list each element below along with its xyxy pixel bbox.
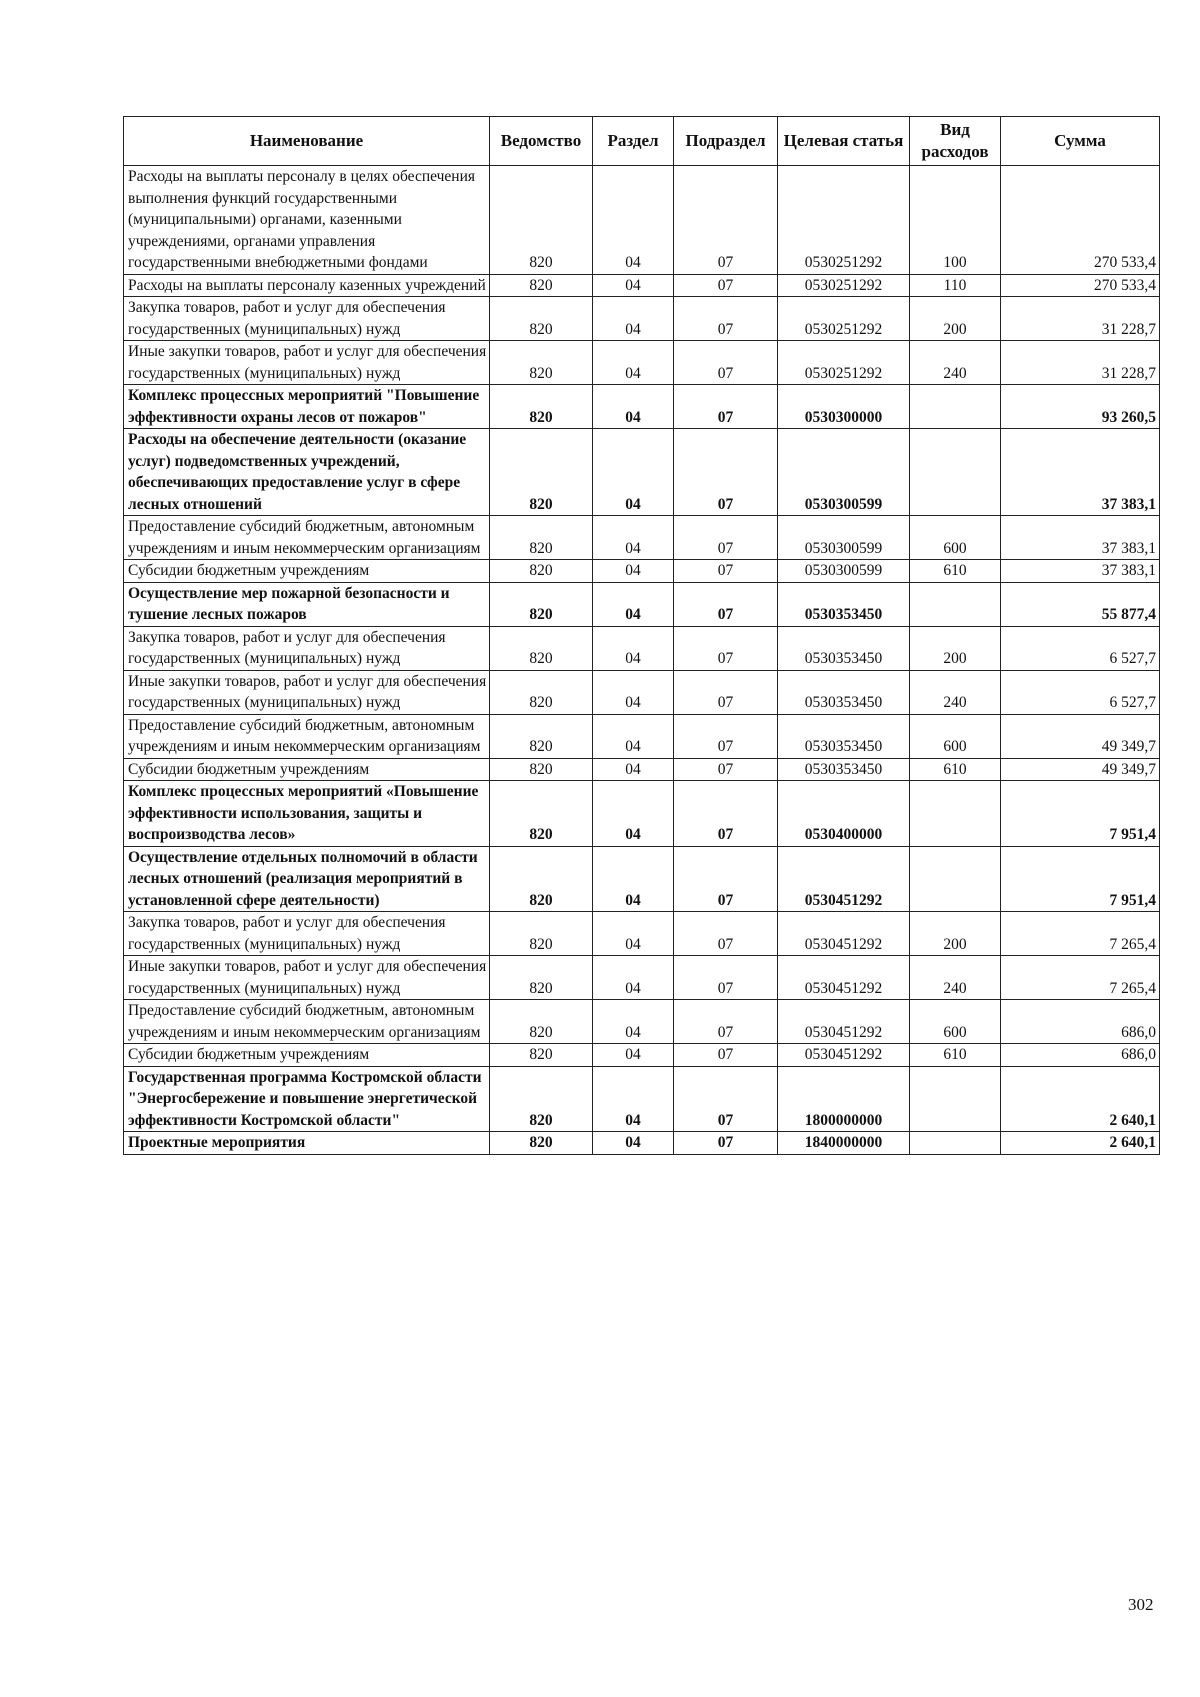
row-subsection: 07 xyxy=(674,560,778,583)
row-section: 04 xyxy=(593,956,674,1000)
row-section: 04 xyxy=(593,626,674,670)
row-name: Закупка товаров, работ и услуг для обеспечения государственных (муниципальных) нужд xyxy=(124,912,490,956)
header-subsection: Подраздел xyxy=(674,117,778,166)
row-amount: 686,0 xyxy=(1001,1000,1160,1044)
row-dept: 820 xyxy=(490,166,593,275)
row-amount: 55 877,4 xyxy=(1001,582,1160,626)
row-section: 04 xyxy=(593,516,674,560)
row-exp-type xyxy=(910,429,1001,516)
row-exp-type: 240 xyxy=(910,956,1001,1000)
row-name: Расходы на обеспечение деятельности (оказание услуг) подведомственных учреждений, обеспечивающих предоставление услуг в сфере лесных отношений xyxy=(124,429,490,516)
row-dept: 820 xyxy=(490,560,593,583)
row-dept: 820 xyxy=(490,1132,593,1155)
row-section: 04 xyxy=(593,297,674,341)
row-target: 0530251292 xyxy=(778,341,910,385)
row-dept: 820 xyxy=(490,956,593,1000)
table-row xyxy=(124,846,1160,912)
row-exp-type: 200 xyxy=(910,912,1001,956)
row-subsection: 07 xyxy=(674,781,778,847)
row-section: 04 xyxy=(593,758,674,781)
row-section: 04 xyxy=(593,429,674,516)
table-row xyxy=(124,429,1160,516)
row-amount: 6 527,7 xyxy=(1001,670,1160,714)
table-row xyxy=(124,516,1160,560)
row-dept: 820 xyxy=(490,670,593,714)
table-body xyxy=(124,166,1160,1155)
row-amount: 6 527,7 xyxy=(1001,626,1160,670)
row-amount: 686,0 xyxy=(1001,1044,1160,1067)
row-exp-type: 200 xyxy=(910,297,1001,341)
row-subsection: 07 xyxy=(674,341,778,385)
row-exp-type: 610 xyxy=(910,758,1001,781)
row-section: 04 xyxy=(593,714,674,758)
row-exp-type: 600 xyxy=(910,714,1001,758)
table-row xyxy=(124,560,1160,583)
row-exp-type: 110 xyxy=(910,274,1001,297)
row-name: Расходы на выплаты персоналу в целях обеспечения выполнения функций государственными (муниципальными) органами, казенными учреждениями, органами управления государственными внебюджетными фондами xyxy=(124,166,490,275)
row-section: 04 xyxy=(593,1044,674,1067)
row-name: Субсидии бюджетным учреждениям xyxy=(124,560,490,583)
row-name: Расходы на выплаты персоналу казенных учреждений xyxy=(124,274,490,297)
row-target: 0530353450 xyxy=(778,758,910,781)
row-amount: 7 265,4 xyxy=(1001,912,1160,956)
row-dept: 820 xyxy=(490,429,593,516)
table-row xyxy=(124,1044,1160,1067)
row-amount: 270 533,4 xyxy=(1001,274,1160,297)
row-dept: 820 xyxy=(490,912,593,956)
table-row xyxy=(124,781,1160,847)
row-section: 04 xyxy=(593,912,674,956)
row-subsection: 07 xyxy=(674,429,778,516)
row-section: 04 xyxy=(593,274,674,297)
row-section: 04 xyxy=(593,166,674,275)
row-target: 0530400000 xyxy=(778,781,910,847)
row-dept: 820 xyxy=(490,1000,593,1044)
row-exp-type: 610 xyxy=(910,1044,1001,1067)
row-dept: 820 xyxy=(490,516,593,560)
row-exp-type xyxy=(910,781,1001,847)
row-section: 04 xyxy=(593,341,674,385)
row-subsection: 07 xyxy=(674,1066,778,1132)
table-row xyxy=(124,297,1160,341)
row-amount: 37 383,1 xyxy=(1001,560,1160,583)
row-exp-type: 240 xyxy=(910,670,1001,714)
table-row xyxy=(124,626,1160,670)
row-name: Комплекс процессных мероприятий «Повышение эффективности использования, защиты и воспроизводства лесов» xyxy=(124,781,490,847)
row-target: 0530300000 xyxy=(778,385,910,429)
row-amount: 31 228,7 xyxy=(1001,297,1160,341)
row-exp-type xyxy=(910,846,1001,912)
row-dept: 820 xyxy=(490,714,593,758)
row-name: Иные закупки товаров, работ и услуг для обеспечения государственных (муниципальных) нужд xyxy=(124,956,490,1000)
row-name: Осуществление мер пожарной безопасности и тушение лесных пожаров xyxy=(124,582,490,626)
table-row xyxy=(124,1000,1160,1044)
row-name: Иные закупки товаров, работ и услуг для обеспечения государственных (муниципальных) нужд xyxy=(124,670,490,714)
row-target: 0530251292 xyxy=(778,297,910,341)
header-section: Раздел xyxy=(593,117,674,166)
row-exp-type: 100 xyxy=(910,166,1001,275)
row-name: Предоставление субсидий бюджетным, автономным учреждениям и иным некоммерческим организациям xyxy=(124,516,490,560)
row-dept: 820 xyxy=(490,1044,593,1067)
row-name: Закупка товаров, работ и услуг для обеспечения государственных (муниципальных) нужд xyxy=(124,297,490,341)
row-section: 04 xyxy=(593,385,674,429)
row-dept: 820 xyxy=(490,781,593,847)
row-dept: 820 xyxy=(490,846,593,912)
row-section: 04 xyxy=(593,781,674,847)
row-subsection: 07 xyxy=(674,912,778,956)
row-name: Государственная программа Костромской области "Энергосбережение и повышение энергетической эффективности Костромской области" xyxy=(124,1066,490,1132)
budget-table-wrapper xyxy=(123,116,1160,1155)
row-exp-type: 610 xyxy=(910,560,1001,583)
header-name: Наименование xyxy=(124,117,490,166)
row-dept: 820 xyxy=(490,1066,593,1132)
row-target: 0530451292 xyxy=(778,846,910,912)
row-section: 04 xyxy=(593,846,674,912)
row-amount: 270 533,4 xyxy=(1001,166,1160,275)
row-section: 04 xyxy=(593,1132,674,1155)
page-number: 302 xyxy=(1128,1595,1154,1614)
row-target: 0530251292 xyxy=(778,274,910,297)
row-target: 0530353450 xyxy=(778,670,910,714)
row-target: 0530451292 xyxy=(778,912,910,956)
row-subsection: 07 xyxy=(674,582,778,626)
row-section: 04 xyxy=(593,1066,674,1132)
row-amount: 2 640,1 xyxy=(1001,1066,1160,1132)
row-target: 0530353450 xyxy=(778,714,910,758)
row-subsection: 07 xyxy=(674,956,778,1000)
row-target: 1800000000 xyxy=(778,1066,910,1132)
table-header-row xyxy=(124,117,1160,166)
row-dept: 820 xyxy=(490,385,593,429)
row-target: 0530353450 xyxy=(778,626,910,670)
row-subsection: 07 xyxy=(674,385,778,429)
row-section: 04 xyxy=(593,582,674,626)
table-row xyxy=(124,714,1160,758)
header-exp-type: Вид расходов xyxy=(910,117,1001,166)
table-row xyxy=(124,341,1160,385)
table-row xyxy=(124,385,1160,429)
row-subsection: 07 xyxy=(674,516,778,560)
row-name: Субсидии бюджетным учреждениям xyxy=(124,758,490,781)
row-dept: 820 xyxy=(490,758,593,781)
row-subsection: 07 xyxy=(674,758,778,781)
row-dept: 820 xyxy=(490,274,593,297)
budget-table xyxy=(123,116,1160,1155)
table-row xyxy=(124,166,1160,275)
row-amount: 7 951,4 xyxy=(1001,846,1160,912)
row-name: Предоставление субсидий бюджетным, автономным учреждениям и иным некоммерческим организациям xyxy=(124,714,490,758)
table-row xyxy=(124,670,1160,714)
row-target: 0530300599 xyxy=(778,429,910,516)
row-name: Закупка товаров, работ и услуг для обеспечения государственных (муниципальных) нужд xyxy=(124,626,490,670)
row-dept: 820 xyxy=(490,626,593,670)
table-row xyxy=(124,956,1160,1000)
table-row xyxy=(124,758,1160,781)
table-row xyxy=(124,1066,1160,1132)
row-exp-type xyxy=(910,385,1001,429)
row-dept: 820 xyxy=(490,341,593,385)
row-exp-type: 200 xyxy=(910,626,1001,670)
row-amount: 49 349,7 xyxy=(1001,758,1160,781)
row-name: Предоставление субсидий бюджетным, автономным учреждениям и иным некоммерческим организациям xyxy=(124,1000,490,1044)
row-section: 04 xyxy=(593,560,674,583)
row-section: 04 xyxy=(593,670,674,714)
row-amount: 7 951,4 xyxy=(1001,781,1160,847)
row-target: 0530353450 xyxy=(778,582,910,626)
header-target: Целевая статья xyxy=(778,117,910,166)
row-subsection: 07 xyxy=(674,670,778,714)
row-dept: 820 xyxy=(490,582,593,626)
row-target: 1840000000 xyxy=(778,1132,910,1155)
row-exp-type: 600 xyxy=(910,516,1001,560)
row-exp-type xyxy=(910,1132,1001,1155)
header-dept: Ведомство xyxy=(490,117,593,166)
row-name: Комплекс процессных мероприятий "Повышение эффективности охраны лесов от пожаров" xyxy=(124,385,490,429)
row-amount: 7 265,4 xyxy=(1001,956,1160,1000)
row-dept: 820 xyxy=(490,297,593,341)
table-row xyxy=(124,582,1160,626)
row-name: Субсидии бюджетным учреждениям xyxy=(124,1044,490,1067)
row-target: 0530451292 xyxy=(778,1000,910,1044)
row-amount: 2 640,1 xyxy=(1001,1132,1160,1155)
table-row xyxy=(124,1132,1160,1155)
row-subsection: 07 xyxy=(674,626,778,670)
row-amount: 31 228,7 xyxy=(1001,341,1160,385)
row-target: 0530451292 xyxy=(778,956,910,1000)
row-exp-type: 600 xyxy=(910,1000,1001,1044)
row-name: Проектные мероприятия xyxy=(124,1132,490,1155)
row-amount: 37 383,1 xyxy=(1001,516,1160,560)
header-amount: Сумма xyxy=(1001,117,1160,166)
row-exp-type xyxy=(910,1066,1001,1132)
row-subsection: 07 xyxy=(674,274,778,297)
table-row xyxy=(124,912,1160,956)
row-subsection: 07 xyxy=(674,166,778,275)
row-amount: 49 349,7 xyxy=(1001,714,1160,758)
row-subsection: 07 xyxy=(674,846,778,912)
row-section: 04 xyxy=(593,1000,674,1044)
row-subsection: 07 xyxy=(674,1044,778,1067)
row-target: 0530300599 xyxy=(778,560,910,583)
row-subsection: 07 xyxy=(674,297,778,341)
row-subsection: 07 xyxy=(674,714,778,758)
row-name: Иные закупки товаров, работ и услуг для обеспечения государственных (муниципальных) нужд xyxy=(124,341,490,385)
row-subsection: 07 xyxy=(674,1000,778,1044)
row-target: 0530300599 xyxy=(778,516,910,560)
row-exp-type xyxy=(910,582,1001,626)
row-amount: 93 260,5 xyxy=(1001,385,1160,429)
row-subsection: 07 xyxy=(674,1132,778,1155)
row-name: Осуществление отдельных полномочий в области лесных отношений (реализация мероприятий в установленной сфере деятельности) xyxy=(124,846,490,912)
row-exp-type: 240 xyxy=(910,341,1001,385)
table-row xyxy=(124,274,1160,297)
row-target: 0530451292 xyxy=(778,1044,910,1067)
row-target: 0530251292 xyxy=(778,166,910,275)
row-amount: 37 383,1 xyxy=(1001,429,1160,516)
